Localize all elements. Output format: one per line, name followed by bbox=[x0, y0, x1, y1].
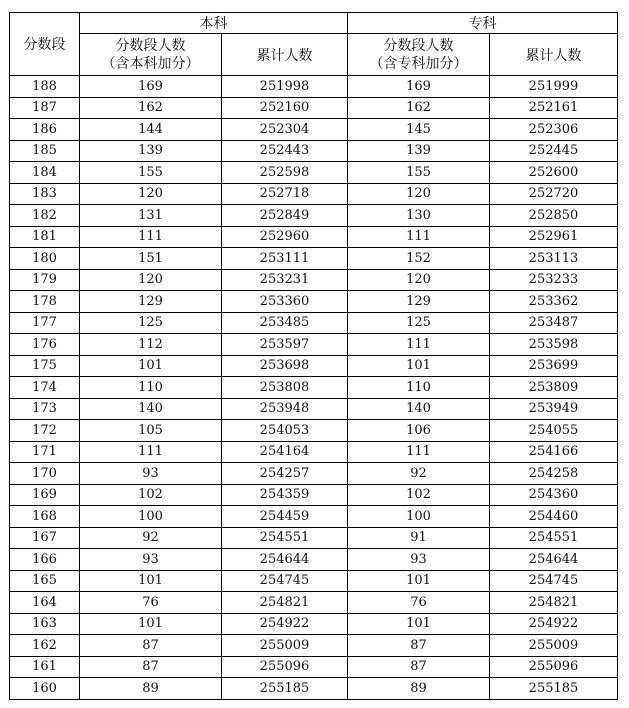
college-count-cell: 102 bbox=[348, 484, 490, 506]
college-cumulative-cell: 255009 bbox=[490, 635, 618, 657]
undergrad-cumulative-cell: 252160 bbox=[222, 97, 348, 119]
undergrad-cumulative-cell: 253485 bbox=[222, 312, 348, 334]
college-count-cell: 155 bbox=[348, 162, 490, 184]
undergrad-cumulative-cell: 254257 bbox=[222, 463, 348, 485]
college-count-cell: 111 bbox=[348, 441, 490, 463]
college-cumulative-cell: 253233 bbox=[490, 269, 618, 291]
college-count-cell: 106 bbox=[348, 420, 490, 442]
table-row bbox=[10, 248, 618, 270]
college-cumulative-cell: 254258 bbox=[490, 463, 618, 485]
undergrad-cumulative-cell: 255009 bbox=[222, 635, 348, 657]
table-row bbox=[10, 484, 618, 506]
score-column-header: 分数段 bbox=[10, 13, 80, 76]
score-cell: 183 bbox=[10, 183, 80, 205]
undergrad-cumulative-cell: 254821 bbox=[222, 592, 348, 614]
undergrad-count-cell: 151 bbox=[80, 248, 222, 270]
table-row bbox=[10, 377, 618, 399]
undergrad-count-cell: 89 bbox=[80, 678, 222, 700]
undergrad-count-cell: 125 bbox=[80, 312, 222, 334]
undergrad-count-cell: 100 bbox=[80, 506, 222, 528]
college-cumulative-cell: 254821 bbox=[490, 592, 618, 614]
undergrad-count-cell: 144 bbox=[80, 119, 222, 141]
table-row bbox=[10, 506, 618, 528]
score-cell: 170 bbox=[10, 463, 80, 485]
college-cumulative-cell: 253598 bbox=[490, 334, 618, 356]
score-cell: 177 bbox=[10, 312, 80, 334]
table-row bbox=[10, 656, 618, 678]
college-cumulative-cell: 254055 bbox=[490, 420, 618, 442]
college-count-cell: 120 bbox=[348, 269, 490, 291]
undergrad-count-cell: 120 bbox=[80, 269, 222, 291]
college-cumulative-cell: 254360 bbox=[490, 484, 618, 506]
header-row-groups bbox=[10, 13, 618, 34]
score-cell: 182 bbox=[10, 205, 80, 227]
header-row-columns bbox=[10, 34, 618, 76]
college-cumulative-cell: 254460 bbox=[490, 506, 618, 528]
college-cumulative-cell: 254166 bbox=[490, 441, 618, 463]
college-cumulative-cell: 254551 bbox=[490, 527, 618, 549]
table-row bbox=[10, 420, 618, 442]
undergrad-count-cell: 129 bbox=[80, 291, 222, 313]
undergrad-count-cell: 111 bbox=[80, 226, 222, 248]
undergrad-cumulative-cell: 253360 bbox=[222, 291, 348, 313]
college-count-cell: 152 bbox=[348, 248, 490, 270]
college-cumulative-cell: 254922 bbox=[490, 613, 618, 635]
college-count-cell: 140 bbox=[348, 398, 490, 420]
college-cumulative-cell: 252850 bbox=[490, 205, 618, 227]
college-cumulative-cell: 252961 bbox=[490, 226, 618, 248]
table-row bbox=[10, 162, 618, 184]
undergrad-count-cell: 139 bbox=[80, 140, 222, 162]
table-body bbox=[10, 76, 618, 700]
undergrad-cumulative-cell: 255185 bbox=[222, 678, 348, 700]
undergrad-cumulative-cell: 253597 bbox=[222, 334, 348, 356]
college-count-cell: 92 bbox=[348, 463, 490, 485]
college-cumulative-cell: 253113 bbox=[490, 248, 618, 270]
table-row bbox=[10, 205, 618, 227]
undergrad-count-cell: 112 bbox=[80, 334, 222, 356]
score-cell: 184 bbox=[10, 162, 80, 184]
score-cell: 165 bbox=[10, 570, 80, 592]
undergrad-count-cell: 101 bbox=[80, 613, 222, 635]
score-cell: 172 bbox=[10, 420, 80, 442]
college-count-cell: 76 bbox=[348, 592, 490, 614]
score-cell: 185 bbox=[10, 140, 80, 162]
undergrad-count-cell: 101 bbox=[80, 570, 222, 592]
college-count-cell: 111 bbox=[348, 334, 490, 356]
college-count-cell: 169 bbox=[348, 76, 490, 98]
table-row bbox=[10, 97, 618, 119]
undergrad-cumulative-cell: 253948 bbox=[222, 398, 348, 420]
college-count-cell: 145 bbox=[348, 119, 490, 141]
undergrad-cumulative-cell: 254459 bbox=[222, 506, 348, 528]
college-cumulative-cell: 252306 bbox=[490, 119, 618, 141]
table-row bbox=[10, 312, 618, 334]
college-count-cell: 89 bbox=[348, 678, 490, 700]
college-count-cell: 111 bbox=[348, 226, 490, 248]
table-row bbox=[10, 269, 618, 291]
table-row bbox=[10, 570, 618, 592]
score-cell: 187 bbox=[10, 97, 80, 119]
undergrad-count-cell: 93 bbox=[80, 549, 222, 571]
college-cumulative-cell: 252600 bbox=[490, 162, 618, 184]
college-cumulative-cell: 255096 bbox=[490, 656, 618, 678]
college-count-header-line2: （含专科加分） bbox=[369, 55, 468, 72]
table-row bbox=[10, 183, 618, 205]
college-count-cell: 100 bbox=[348, 506, 490, 528]
score-cell: 160 bbox=[10, 678, 80, 700]
table-row bbox=[10, 334, 618, 356]
college-count-cell: 129 bbox=[348, 291, 490, 313]
college-count-cell: 120 bbox=[348, 183, 490, 205]
college-count-cell: 101 bbox=[348, 570, 490, 592]
table-row bbox=[10, 549, 618, 571]
table-row bbox=[10, 76, 618, 98]
undergrad-cumulative-cell: 254644 bbox=[222, 549, 348, 571]
undergrad-cumulative-cell: 254745 bbox=[222, 570, 348, 592]
college-count-cell: 139 bbox=[348, 140, 490, 162]
score-cell: 176 bbox=[10, 334, 80, 356]
undergrad-cumulative-cell: 252598 bbox=[222, 162, 348, 184]
college-cumulative-cell: 252720 bbox=[490, 183, 618, 205]
college-cumulative-cell: 252161 bbox=[490, 97, 618, 119]
college-count-cell: 87 bbox=[348, 635, 490, 657]
score-cell: 175 bbox=[10, 355, 80, 377]
undergrad-cumulative-cell: 252960 bbox=[222, 226, 348, 248]
undergrad-count-cell: 92 bbox=[80, 527, 222, 549]
undergrad-count-cell: 169 bbox=[80, 76, 222, 98]
table-row bbox=[10, 527, 618, 549]
undergrad-cumulative-cell: 254359 bbox=[222, 484, 348, 506]
score-cell: 163 bbox=[10, 613, 80, 635]
college-group-header: 专科 bbox=[348, 13, 618, 34]
table-row bbox=[10, 398, 618, 420]
undergrad-cumulative-cell: 253698 bbox=[222, 355, 348, 377]
undergrad-count-header-line1: 分数段人数 bbox=[115, 37, 186, 54]
score-distribution-table bbox=[9, 12, 618, 700]
undergrad-cumulative-cell: 252718 bbox=[222, 183, 348, 205]
undergrad-count-cell: 162 bbox=[80, 97, 222, 119]
undergrad-count-header bbox=[80, 34, 222, 76]
college-cumulative-cell: 253809 bbox=[490, 377, 618, 399]
college-count-cell: 93 bbox=[348, 549, 490, 571]
college-cumulative-cell: 254745 bbox=[490, 570, 618, 592]
college-count-cell: 162 bbox=[348, 97, 490, 119]
score-cell: 166 bbox=[10, 549, 80, 571]
undergrad-cumulative-cell: 253231 bbox=[222, 269, 348, 291]
table-row bbox=[10, 119, 618, 141]
college-count-cell: 101 bbox=[348, 613, 490, 635]
undergrad-cumulative-cell: 253111 bbox=[222, 248, 348, 270]
score-cell: 173 bbox=[10, 398, 80, 420]
undergrad-count-cell: 131 bbox=[80, 205, 222, 227]
undergrad-count-cell: 105 bbox=[80, 420, 222, 442]
undergrad-cumulative-cell: 255096 bbox=[222, 656, 348, 678]
undergrad-count-cell: 87 bbox=[80, 656, 222, 678]
table-row bbox=[10, 441, 618, 463]
undergrad-count-cell: 101 bbox=[80, 355, 222, 377]
undergrad-count-header-line2: （含本科加分） bbox=[101, 55, 200, 72]
score-cell: 188 bbox=[10, 76, 80, 98]
undergrad-cumulative-cell: 252304 bbox=[222, 119, 348, 141]
undergrad-cumulative-cell: 252849 bbox=[222, 205, 348, 227]
undergrad-count-cell: 155 bbox=[80, 162, 222, 184]
table-row bbox=[10, 291, 618, 313]
undergrad-cumulative-cell: 253808 bbox=[222, 377, 348, 399]
undergrad-cumulative-cell: 254922 bbox=[222, 613, 348, 635]
score-cell: 167 bbox=[10, 527, 80, 549]
score-cell: 164 bbox=[10, 592, 80, 614]
college-cumulative-cell: 253949 bbox=[490, 398, 618, 420]
undergrad-cumulative-header: 累计人数 bbox=[222, 34, 348, 76]
score-table-container bbox=[9, 12, 618, 700]
undergrad-cumulative-cell: 252443 bbox=[222, 140, 348, 162]
score-cell: 161 bbox=[10, 656, 80, 678]
table-header bbox=[10, 13, 618, 76]
college-cumulative-cell: 254644 bbox=[490, 549, 618, 571]
college-count-cell: 130 bbox=[348, 205, 490, 227]
undergrad-count-cell: 110 bbox=[80, 377, 222, 399]
undergrad-cumulative-cell: 254164 bbox=[222, 441, 348, 463]
college-cumulative-cell: 253362 bbox=[490, 291, 618, 313]
score-cell: 186 bbox=[10, 119, 80, 141]
undergrad-count-cell: 111 bbox=[80, 441, 222, 463]
college-count-cell: 125 bbox=[348, 312, 490, 334]
undergrad-count-cell: 76 bbox=[80, 592, 222, 614]
college-count-header-line1: 分数段人数 bbox=[383, 37, 454, 54]
table-row bbox=[10, 613, 618, 635]
score-cell: 181 bbox=[10, 226, 80, 248]
score-cell: 179 bbox=[10, 269, 80, 291]
college-cumulative-cell: 253699 bbox=[490, 355, 618, 377]
score-cell: 171 bbox=[10, 441, 80, 463]
college-count-cell: 101 bbox=[348, 355, 490, 377]
college-cumulative-cell: 255185 bbox=[490, 678, 618, 700]
college-count-cell: 110 bbox=[348, 377, 490, 399]
table-row bbox=[10, 592, 618, 614]
table-row bbox=[10, 463, 618, 485]
table-row bbox=[10, 355, 618, 377]
table-row bbox=[10, 635, 618, 657]
college-count-cell: 91 bbox=[348, 527, 490, 549]
table-row bbox=[10, 678, 618, 700]
college-count-header bbox=[348, 34, 490, 76]
table-row bbox=[10, 226, 618, 248]
college-cumulative-cell: 252445 bbox=[490, 140, 618, 162]
score-cell: 169 bbox=[10, 484, 80, 506]
score-cell: 168 bbox=[10, 506, 80, 528]
undergrad-cumulative-cell: 251998 bbox=[222, 76, 348, 98]
score-cell: 174 bbox=[10, 377, 80, 399]
college-count-cell: 87 bbox=[348, 656, 490, 678]
score-cell: 180 bbox=[10, 248, 80, 270]
college-cumulative-cell: 253487 bbox=[490, 312, 618, 334]
undergrad-count-cell: 87 bbox=[80, 635, 222, 657]
undergrad-count-cell: 120 bbox=[80, 183, 222, 205]
college-cumulative-header: 累计人数 bbox=[490, 34, 618, 76]
undergrad-cumulative-cell: 254551 bbox=[222, 527, 348, 549]
undergrad-count-cell: 140 bbox=[80, 398, 222, 420]
undergrad-count-cell: 102 bbox=[80, 484, 222, 506]
undergrad-group-header: 本科 bbox=[80, 13, 348, 34]
score-cell: 162 bbox=[10, 635, 80, 657]
undergrad-count-cell: 93 bbox=[80, 463, 222, 485]
college-cumulative-cell: 251999 bbox=[490, 76, 618, 98]
score-cell: 178 bbox=[10, 291, 80, 313]
table-row bbox=[10, 140, 618, 162]
undergrad-cumulative-cell: 254053 bbox=[222, 420, 348, 442]
